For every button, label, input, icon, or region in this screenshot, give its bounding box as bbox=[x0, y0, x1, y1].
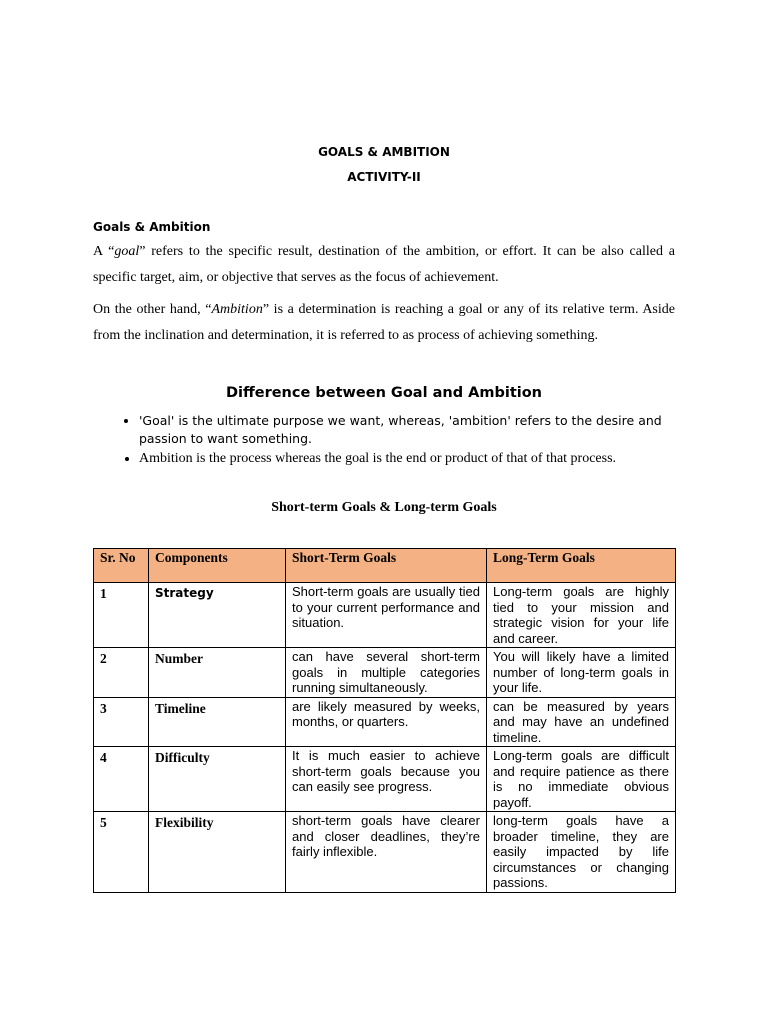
row-short-term: It is much easier to achieve short-term goals because you can easily see progress. bbox=[286, 747, 487, 812]
header-components: Components bbox=[149, 549, 286, 583]
row-short-term: short-term goals have clearer and closer deadlines, they’re fairly inflexible. bbox=[286, 812, 487, 893]
bullet-item: • 'Goal' is the ultimate purpose we want, whereas, 'ambition' refers to the desire and passion to want something. bbox=[139, 412, 675, 448]
row-number: 1 bbox=[94, 583, 149, 648]
row-component: Difficulty bbox=[149, 747, 286, 812]
row-short-term: can have several short-term goals in multiple categories running simultaneously. bbox=[286, 648, 487, 698]
ambition-paragraph-text: ” is a determination is reaching a goal or any of its relative term. Aside from the inclination and determination, it is referred to as process of achieving something. bbox=[93, 302, 675, 343]
ambition-definition-paragraph bbox=[93, 297, 675, 349]
header-short-term-goals: Short-Term Goals bbox=[286, 549, 487, 583]
goal-paragraph-text: ” refers to the specific result, destination of the ambition, or effort. It can be also called a specific target, aim, or objective that serves as the focus of achievement. bbox=[93, 244, 675, 285]
row-long-term: can be measured by years and may have an undefined timeline. bbox=[487, 697, 676, 747]
row-component: Timeline bbox=[149, 697, 286, 747]
row-short-term: Short-term goals are usually tied to your current performance and situation. bbox=[286, 583, 487, 648]
row-long-term: Long-term goals are highly tied to your mission and strategic vision for your life and career. bbox=[487, 583, 676, 648]
activity-subtitle: ACTIVITY-II bbox=[347, 170, 421, 184]
table-header-row bbox=[94, 549, 676, 583]
row-short-term: are likely measured by weeks, months, or quarters. bbox=[286, 697, 487, 747]
document-title: GOALS & AMBITION bbox=[318, 145, 450, 159]
table-row bbox=[94, 697, 676, 747]
row-long-term: long-term goals have a broader timeline, they are easily impacted by life circumstances or changing passions. bbox=[487, 812, 676, 893]
row-long-term: Long-term goals are difficult and require patience as there is no immediate obvious payoff. bbox=[487, 747, 676, 812]
goal-term: goal bbox=[114, 244, 140, 259]
row-number: 3 bbox=[94, 697, 149, 747]
goal-definition-paragraph bbox=[93, 239, 675, 291]
table-row bbox=[94, 648, 676, 698]
difference-heading: Difference between Goal and Ambition bbox=[225, 385, 543, 401]
row-number: 2 bbox=[94, 648, 149, 698]
table-row bbox=[94, 747, 676, 812]
bullet-item: • Ambition is the process whereas the goal is the end or product of that of that process. bbox=[139, 450, 675, 468]
table-row bbox=[94, 583, 676, 648]
difference-bullet-list bbox=[93, 412, 675, 470]
row-long-term: You will likely have a limited number of long-term goals in your life. bbox=[487, 648, 676, 698]
table-title: Short-term Goals & Long-term Goals bbox=[271, 500, 497, 515]
goals-comparison-table bbox=[93, 548, 676, 893]
ambition-term: Ambition bbox=[211, 302, 263, 317]
ambition-paragraph-prefix: On the other hand, “ bbox=[93, 302, 212, 317]
row-component: Strategy bbox=[149, 583, 286, 648]
header-long-term-goals: Long-Term Goals bbox=[487, 549, 676, 583]
row-component: Flexibility bbox=[149, 812, 286, 893]
row-component: Number bbox=[149, 648, 286, 698]
row-number: 4 bbox=[94, 747, 149, 812]
goal-paragraph-prefix: A “ bbox=[93, 244, 115, 259]
row-number: 5 bbox=[94, 812, 149, 893]
table-row bbox=[94, 812, 676, 893]
header-sr-no: Sr. No bbox=[94, 549, 149, 583]
section-label: Goals & Ambition bbox=[93, 220, 211, 234]
